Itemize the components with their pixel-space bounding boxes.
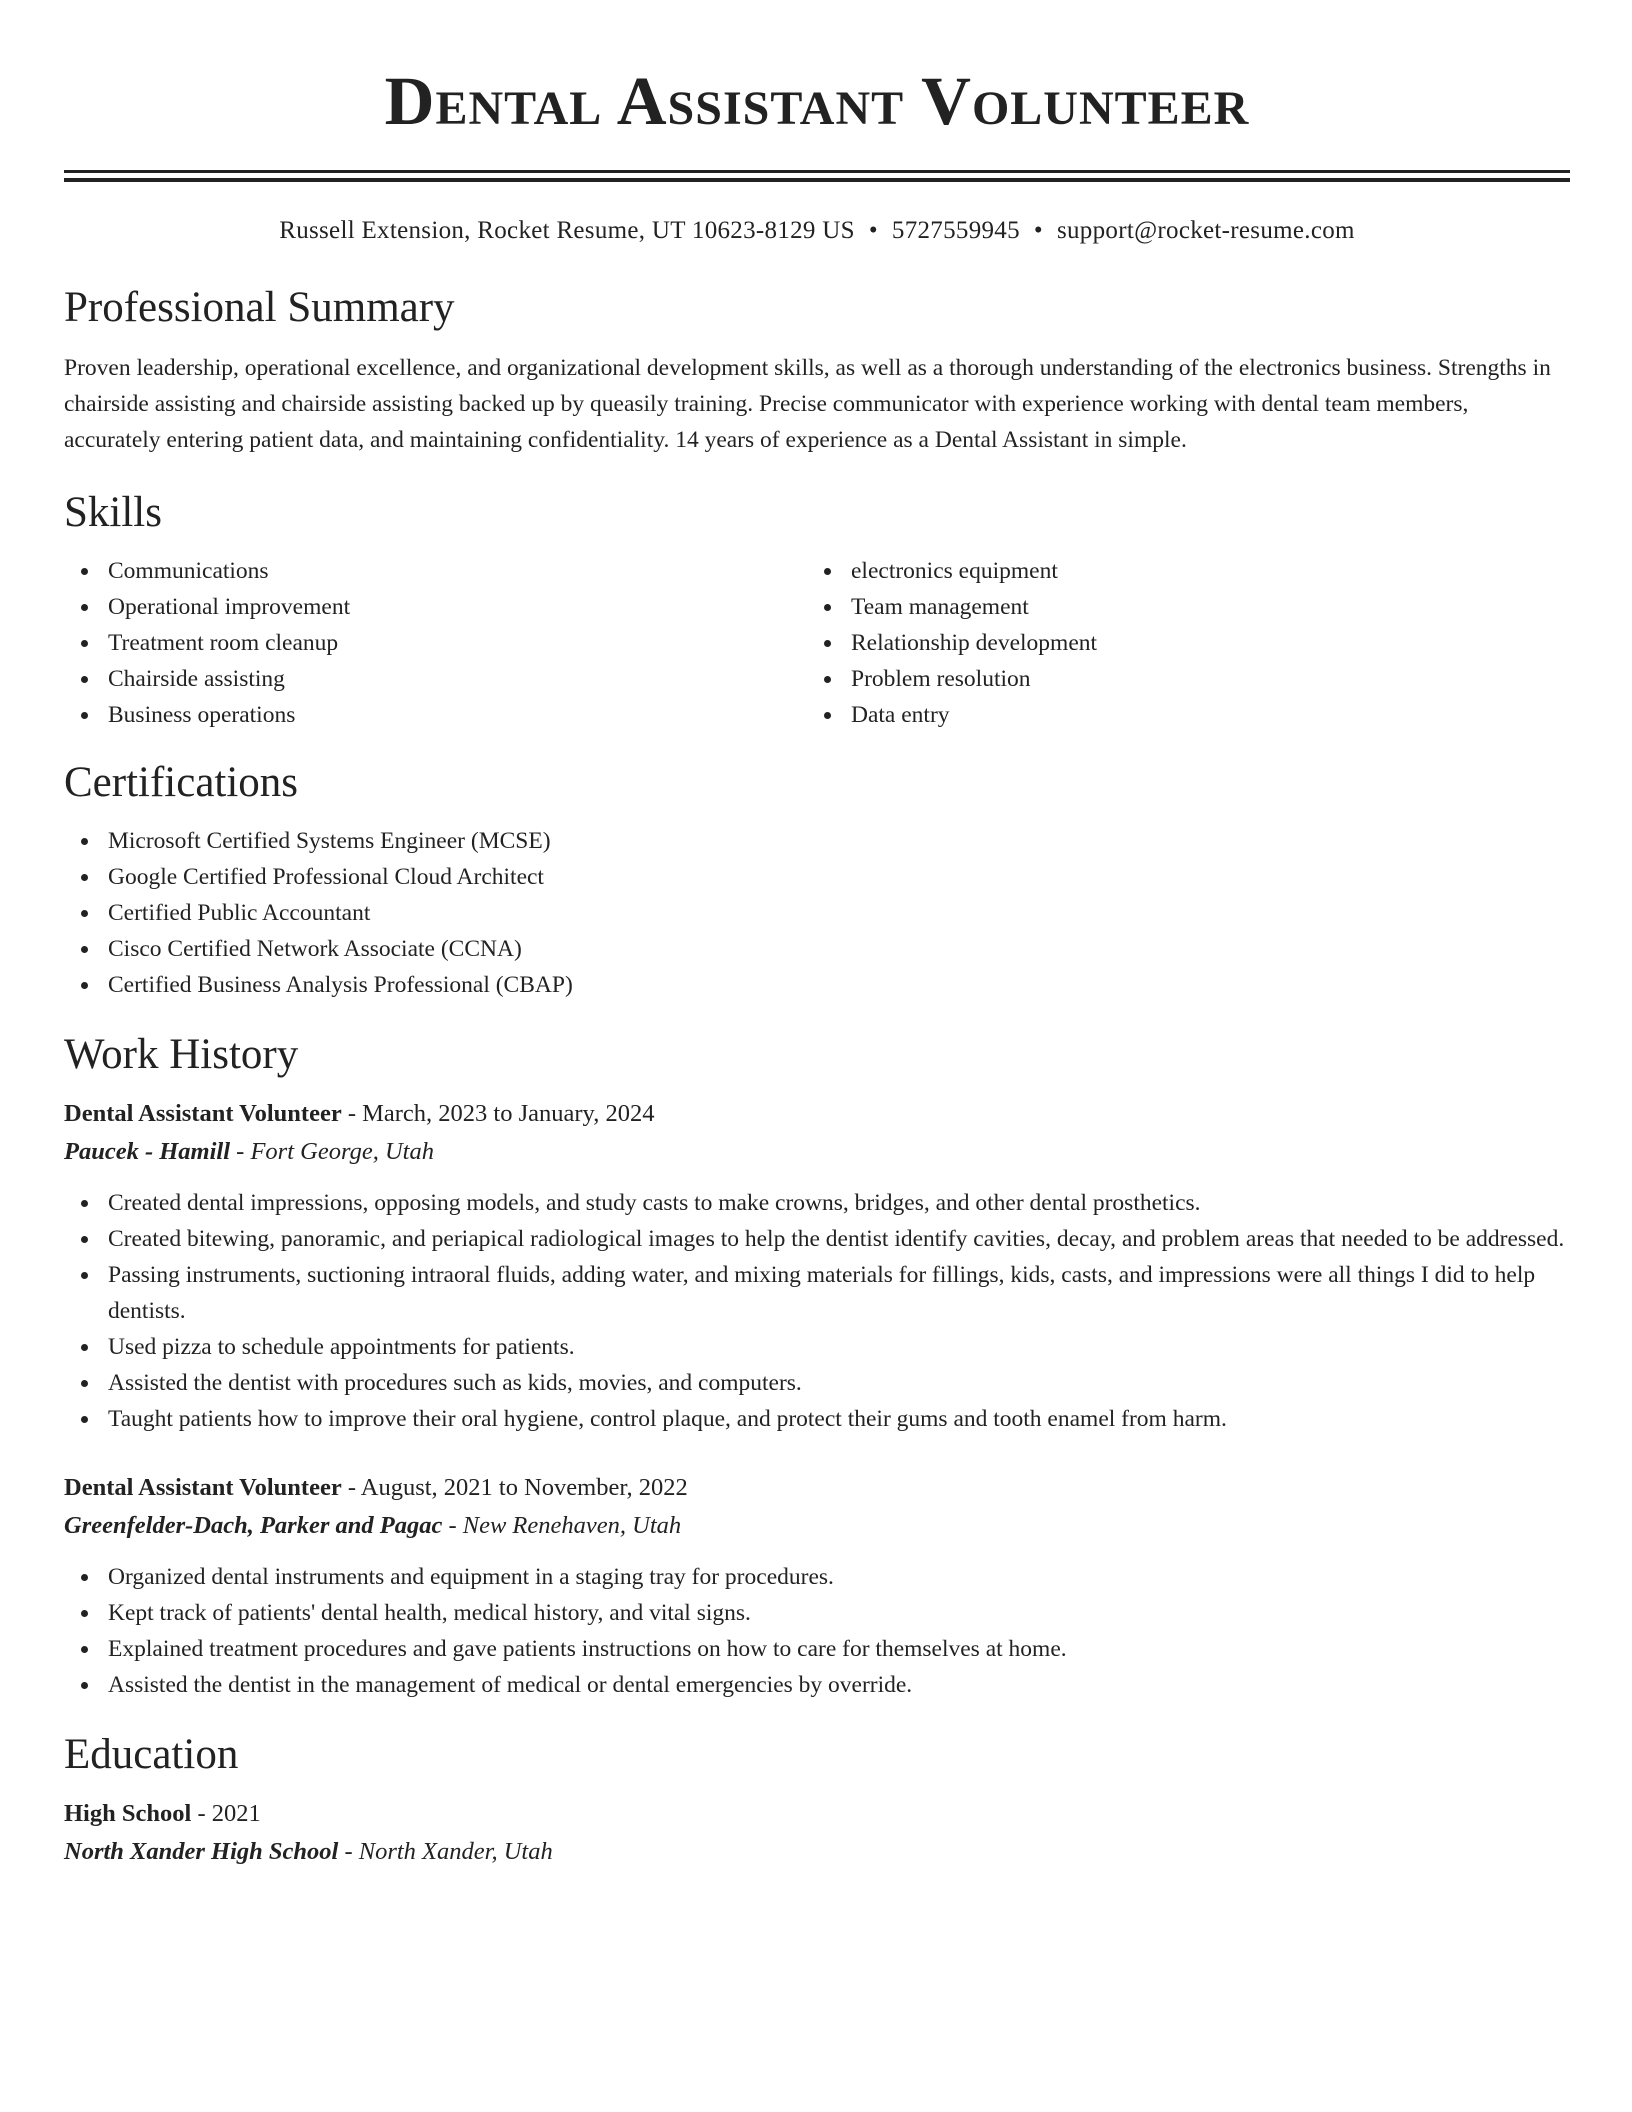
job-bullet: Passing instruments, suctioning intraoral fluids, adding water, and mixing materials for fillings, kids, casts, and impressions were all things I did to help dentists. (108, 1257, 1570, 1329)
skill-item: Operational improvement (108, 589, 807, 625)
skills-heading: Skills (64, 489, 162, 536)
work-history-heading: Work History (64, 1031, 299, 1078)
job-title-line (64, 1469, 1570, 1507)
title-divider (64, 170, 1570, 182)
job-bullets (64, 1185, 1570, 1437)
certifications-section (64, 755, 1570, 1003)
work-history-section (64, 1027, 1570, 1703)
job-entry (64, 1095, 1570, 1437)
contact-email[interactable]: support@rocket-resume.com (1056, 217, 1355, 244)
education-section (64, 1727, 1570, 1871)
certifications-heading: Certifications (64, 759, 299, 806)
job-bullet: Organized dental instruments and equipment in a staging tray for procedures. (108, 1559, 1570, 1595)
skill-item: Problem resolution (851, 661, 1550, 697)
skill-item: Data entry (851, 697, 1550, 733)
certification-item: Certified Public Accountant (108, 895, 1570, 931)
certification-item: Google Certified Professional Cloud Architect (108, 859, 1570, 895)
skills-left-column (64, 553, 807, 733)
job-entry (64, 1469, 1570, 1703)
job-bullet: Explained treatment procedures and gave patients instructions on how to care for themselves at home. (108, 1631, 1570, 1667)
job-company-line (64, 1133, 1570, 1171)
skill-item: Treatment room cleanup (108, 625, 807, 661)
job-bullet: Used pizza to schedule appointments for patients. (108, 1329, 1570, 1365)
job-company-line (64, 1507, 1570, 1545)
summary-section (64, 280, 1570, 458)
job-company: Paucek - Hamill (64, 1138, 231, 1165)
certification-item: Certified Business Analysis Professional (CBAP) (108, 967, 1570, 1003)
skill-item: Communications (108, 553, 807, 589)
skills-section (64, 485, 1570, 733)
job-location: - Fort George, Utah (230, 1138, 434, 1165)
certification-item: Cisco Certified Network Associate (CCNA) (108, 931, 1570, 967)
contact-phone[interactable]: 5727559945 (891, 217, 1020, 244)
skills-columns (64, 553, 1570, 733)
school-line (64, 1833, 1570, 1871)
job-bullet: Assisted the dentist with procedures such as kids, movies, and computers. (108, 1365, 1570, 1401)
skills-right-column (807, 553, 1550, 733)
certifications-list (64, 823, 1570, 1003)
job-bullet: Kept track of patients' dental health, medical history, and vital signs. (108, 1595, 1570, 1631)
school-name: North Xander High School (64, 1838, 339, 1865)
skill-item: Relationship development (851, 625, 1550, 661)
education-heading: Education (64, 1731, 239, 1778)
graduation-year: - 2021 (191, 1800, 261, 1827)
job-dates: - March, 2023 to January, 2024 (341, 1100, 655, 1127)
job-bullet: Assisted the dentist in the management of medical or dental emergencies by override. (108, 1667, 1570, 1703)
summary-text: Proven leadership, operational excellence, and organizational development skills, as well as a thorough understanding of the electronics business. Strengths in chairside assisting and chairside assisting backed up by queasily training. Precise communicator with experience working with dental team members, accurately entering patient data, and maintaining confidentiality. 14 years of experience as a Dental Assistant in simple. (64, 355, 1551, 453)
job-bullets (64, 1559, 1570, 1703)
contact-line (64, 215, 1570, 247)
job-company: Greenfelder-Dach, Parker and Pagac (64, 1512, 443, 1539)
job-dates: - August, 2021 to November, 2022 (341, 1474, 688, 1501)
job-title-line (64, 1095, 1570, 1133)
contact-address: Russell Extension, Rocket Resume, UT 10623-8129 US (279, 217, 855, 244)
school-location: - North Xander, Utah (338, 1838, 553, 1865)
resume-page (64, 0, 1570, 1871)
job-title: Dental Assistant Volunteer (64, 1100, 342, 1127)
job-location: - New Renehaven, Utah (442, 1512, 682, 1539)
contact-separator: • (1033, 217, 1043, 244)
degree-line (64, 1795, 1570, 1833)
summary-heading: Professional Summary (64, 284, 455, 331)
skill-item: Team management (851, 589, 1550, 625)
skill-item: electronics equipment (851, 553, 1550, 589)
degree: High School (64, 1800, 192, 1827)
resume-title: Dental Assistant Volunteer (384, 63, 1250, 139)
job-bullet: Taught patients how to improve their oral hygiene, control plaque, and protect their gums and tooth enamel from harm. (108, 1401, 1570, 1437)
education-entry (64, 1795, 1570, 1871)
job-bullet: Created dental impressions, opposing models, and study casts to make crowns, bridges, and other dental prosthetics. (108, 1185, 1570, 1221)
skill-item: Business operations (108, 697, 807, 733)
contact-separator: • (868, 217, 878, 244)
job-title: Dental Assistant Volunteer (64, 1474, 342, 1501)
skill-item: Chairside assisting (108, 661, 807, 697)
job-bullet: Created bitewing, panoramic, and periapical radiological images to help the dentist identify cavities, decay, and problem areas that needed to be addressed. (108, 1221, 1570, 1257)
certification-item: Microsoft Certified Systems Engineer (MCSE) (108, 823, 1570, 859)
